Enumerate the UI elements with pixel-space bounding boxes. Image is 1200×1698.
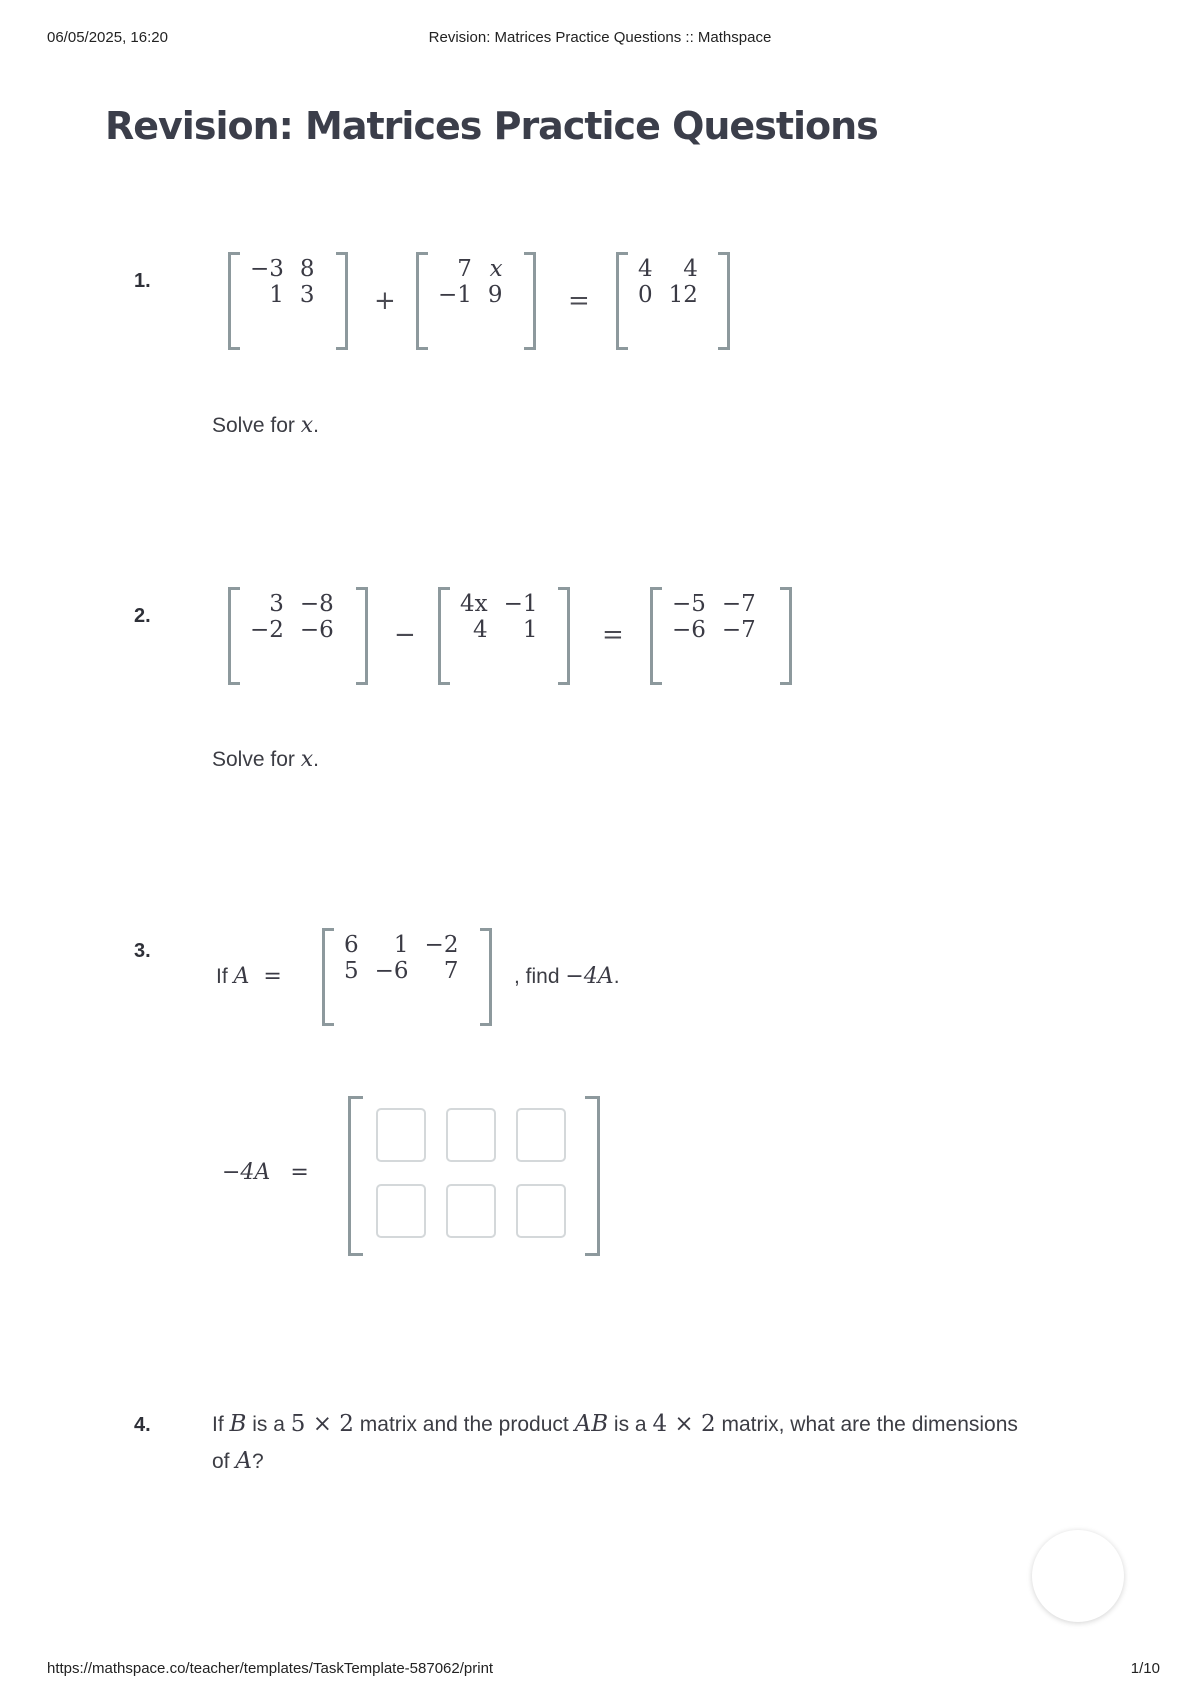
matrix-cell: 4x — [460, 591, 488, 617]
answer-label — [222, 1160, 309, 1185]
dimension-expression: 5 × 2 — [290, 1411, 354, 1437]
answer-input-r2c2[interactable] — [446, 1184, 496, 1238]
answer-input-r1c1[interactable] — [376, 1108, 426, 1162]
print-datetime: 06/05/2025, 16:20 — [47, 29, 168, 46]
matrix-result — [616, 252, 730, 350]
matrix-cell: 6 — [344, 932, 359, 958]
prompt-variable: x — [300, 747, 314, 772]
matrix-cell: x — [489, 256, 503, 282]
matrix-cell: 9 — [487, 282, 503, 308]
prompt-text: Solve for — [212, 414, 301, 437]
question-prompt — [212, 747, 319, 772]
matrix-cell: −2 — [424, 932, 459, 958]
matrix-cell: 4 — [638, 256, 653, 282]
print-document-title: Revision: Matrices Practice Questions :: Mathspace — [428, 29, 772, 46]
matrix-cell: −3 — [250, 256, 284, 282]
question-prompt — [212, 413, 319, 438]
prompt-text: Solve for — [212, 748, 301, 771]
text-segment: matrix, what are the dimensions of — [212, 1413, 1018, 1473]
matrix-cell: −6 — [374, 958, 409, 984]
matrix-cell: −1 — [438, 282, 472, 308]
answer-input-r2c1[interactable] — [376, 1184, 426, 1238]
plus-operator: + — [374, 286, 396, 316]
text-segment: matrix and the product — [353, 1413, 575, 1436]
matrix-cell: 0 — [638, 282, 653, 308]
prompt-text: If — [216, 965, 234, 988]
matrix-variable-a: A — [233, 964, 250, 989]
equals-operator: = — [602, 620, 624, 650]
matrix-cell: 7 — [457, 256, 472, 282]
matrix-cell: 4 — [683, 256, 698, 282]
prompt-end: . — [313, 748, 319, 771]
equals-operator: = — [568, 286, 590, 316]
question-number: 3. — [134, 940, 151, 962]
matrix-cell: −7 — [721, 591, 756, 617]
matrix-cell: 1 — [269, 282, 284, 308]
matrix-cell: −6 — [672, 617, 706, 643]
matrix-cell: 12 — [668, 282, 698, 308]
matrix-a — [322, 928, 492, 1026]
matrix-variable-a: A — [235, 1448, 252, 1474]
matrix-result — [650, 587, 792, 685]
prompt-end: . — [313, 414, 319, 437]
matrix-cell: 7 — [443, 958, 459, 984]
text-segment: is a — [608, 1413, 653, 1436]
question-number: 1. — [134, 270, 151, 292]
prompt-variable: x — [300, 413, 314, 438]
matrix-middle — [416, 252, 536, 350]
matrix-left — [228, 252, 348, 350]
matrix-cell: 1 — [522, 617, 538, 643]
print-url: https://mathspace.co/teacher/templates/TaskTemplate-587062/print — [47, 1660, 494, 1677]
page-counter: 1/10 — [1130, 1660, 1160, 1677]
matrix-middle — [438, 587, 570, 685]
text-segment: If — [212, 1413, 230, 1436]
matrix-cell: 8 — [299, 256, 315, 282]
answer-input-r1c3[interactable] — [516, 1108, 566, 1162]
prompt-expression: −4A — [565, 964, 614, 989]
equals-operator: = — [290, 1160, 309, 1185]
matrix-left — [228, 587, 368, 685]
matrix-cell: 4 — [472, 617, 488, 643]
text-segment: ? — [251, 1450, 264, 1473]
equals-operator: = — [263, 964, 282, 989]
floating-help-button[interactable] — [1032, 1530, 1124, 1622]
matrix-cell: −8 — [299, 591, 334, 617]
answer-input-r2c3[interactable] — [516, 1184, 566, 1238]
matrix-cell: −7 — [721, 617, 756, 643]
question-number: 2. — [134, 605, 151, 627]
matrix-cell: −6 — [299, 617, 334, 643]
product-variable: AB — [574, 1411, 609, 1437]
matrix-variable-b: B — [229, 1411, 247, 1437]
question-prompt-start — [216, 964, 282, 989]
minus-operator: − — [394, 620, 416, 650]
matrix-cell: 5 — [344, 958, 359, 984]
question-text — [212, 1406, 1032, 1480]
question-number: 4. — [134, 1414, 151, 1436]
prompt-end: . — [613, 965, 620, 988]
answer-input-r1c2[interactable] — [446, 1108, 496, 1162]
matrix-cell: −1 — [503, 591, 538, 617]
matrix-cell: 3 — [299, 282, 315, 308]
answer-expression: −4A — [222, 1160, 271, 1185]
matrix-cell: −5 — [672, 591, 706, 617]
question-prompt-end — [514, 964, 620, 989]
prompt-text: , find — [514, 965, 566, 988]
dimension-expression: 4 × 2 — [652, 1411, 716, 1437]
matrix-cell: −2 — [250, 617, 284, 643]
matrix-cell: 1 — [393, 932, 409, 958]
answer-matrix — [348, 1096, 600, 1256]
matrix-cell: 3 — [269, 591, 284, 617]
text-segment: is a — [246, 1413, 291, 1436]
page-title: Revision: Matrices Practice Questions — [105, 104, 878, 148]
